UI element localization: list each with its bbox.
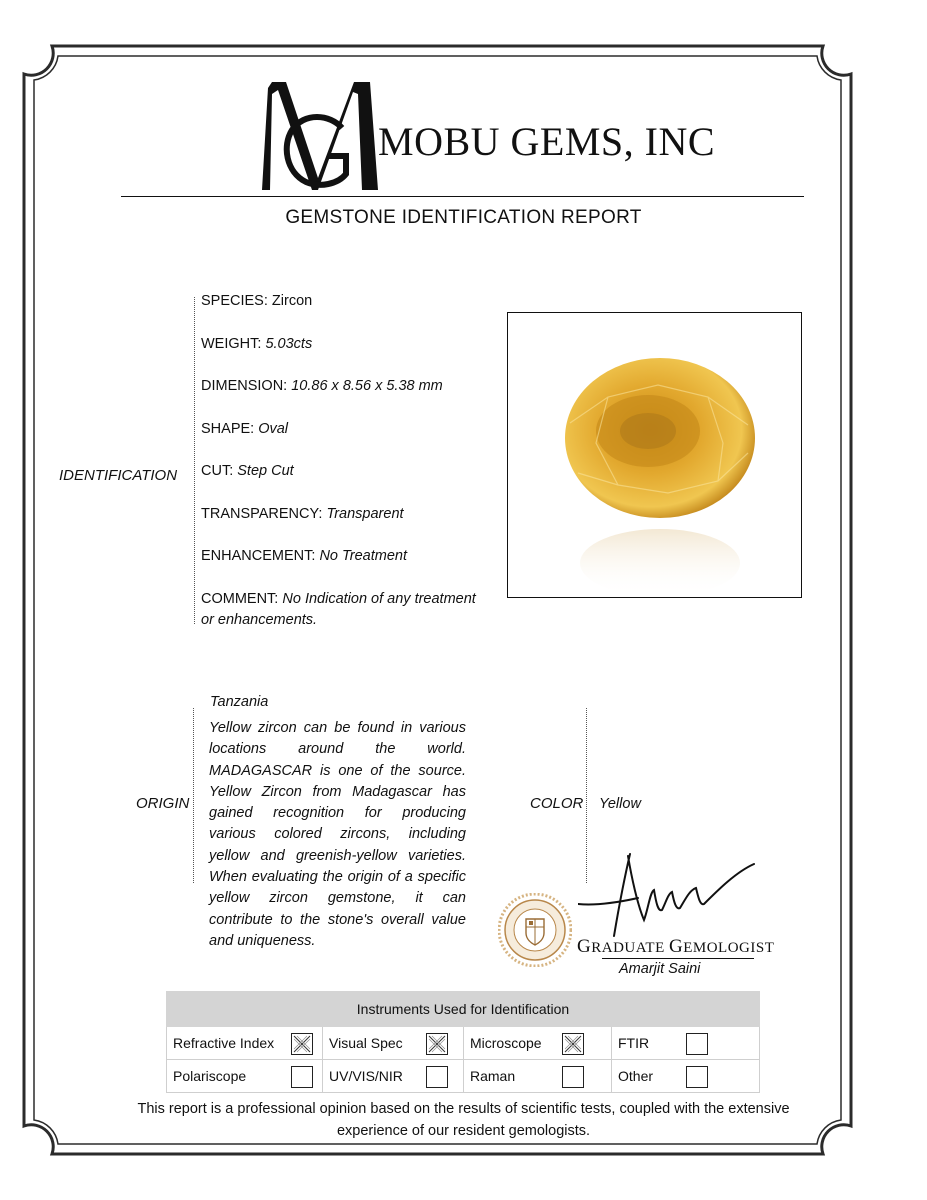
- instrument-name: Microscope: [470, 1035, 542, 1051]
- table-row: [167, 1060, 760, 1093]
- identification-divider: [194, 297, 195, 624]
- comment-value-line2: or enhancements.: [201, 612, 318, 628]
- comment-field-continued: [201, 612, 317, 628]
- check-x-icon: [563, 1034, 583, 1054]
- weight-value: 5.03cts: [265, 336, 313, 352]
- dimension-field: [201, 378, 443, 394]
- instrument-cell: [323, 1060, 464, 1093]
- title-rest-1: RADUATE: [591, 940, 665, 956]
- gemologist-signature: [578, 850, 756, 940]
- company-logo: [258, 80, 380, 195]
- origin-label: ORIGIN: [136, 795, 190, 812]
- instrument-cell: [612, 1060, 760, 1093]
- title-initial-2: G: [668, 936, 684, 957]
- table-row: [167, 1027, 760, 1060]
- instrument-cell: [612, 1027, 760, 1060]
- refractive-index-checkbox[interactable]: [291, 1033, 313, 1055]
- origin-description: Yellow zircon can be found in various locations around the world. MADAGASCAR is one of the source. Yellow Zircon from Madagascar has gained recognition for producing various colored zircons, including yellow and greenish-yellow varieties. When evaluating the origin of a specific yellow zircon gemstone, it can contribute to the stone's overall value and uniqueness.: [209, 720, 466, 949]
- instrument-name: Polariscope: [173, 1068, 247, 1084]
- signature-underline: [602, 958, 754, 959]
- origin-country: Tanzania: [210, 694, 269, 710]
- report-title: GEMSTONE IDENTIFICATION REPORT: [285, 207, 642, 228]
- shape-label: SHAPE:: [201, 421, 255, 437]
- instrument-name: Visual Spec: [329, 1035, 403, 1051]
- instrument-cell: [323, 1027, 464, 1060]
- instruments-table: [166, 991, 760, 1093]
- title-initial-1: G: [577, 936, 592, 957]
- transparency-label: TRANSPARENCY:: [201, 506, 323, 522]
- gemstone-photo: [507, 312, 802, 598]
- disclaimer-line-1: This report is a professional opinion based on the results of scientific tests, coupled with the extensive: [137, 1101, 790, 1117]
- visual-spec-checkbox[interactable]: [426, 1033, 448, 1055]
- signatory-name: Amarjit Saini: [619, 961, 701, 977]
- instrument-name: FTIR: [618, 1035, 650, 1051]
- transparency-value: Transparent: [326, 506, 404, 522]
- instruments-table-title: Instruments Used for Identification: [167, 992, 760, 1027]
- uv-vis-nir-checkbox[interactable]: [426, 1066, 448, 1088]
- instrument-name: Raman: [470, 1068, 516, 1084]
- weight-field: [201, 336, 312, 352]
- header-divider: [121, 196, 804, 197]
- polariscope-checkbox[interactable]: [291, 1066, 313, 1088]
- identification-label: IDENTIFICATION: [59, 467, 178, 484]
- dimension-label: DIMENSION:: [201, 378, 288, 394]
- instrument-cell: [464, 1027, 612, 1060]
- report-disclaimer: [60, 1098, 867, 1142]
- instrument-cell: [167, 1027, 323, 1060]
- enhancement-value: No Treatment: [319, 548, 408, 564]
- gia-seal-icon: [498, 893, 572, 967]
- instrument-cell: [464, 1060, 612, 1093]
- comment-label: COMMENT:: [201, 591, 279, 607]
- cut-label: CUT:: [201, 463, 234, 479]
- species-field: [201, 293, 312, 309]
- other-checkbox[interactable]: [686, 1066, 708, 1088]
- ftir-checkbox[interactable]: [686, 1033, 708, 1055]
- instrument-name: Refractive Index: [173, 1035, 275, 1051]
- raman-checkbox[interactable]: [562, 1066, 584, 1088]
- comment-field: [201, 591, 476, 607]
- species-label: SPECIES:: [201, 293, 268, 309]
- species-value: Zircon: [271, 293, 313, 309]
- enhancement-field: [201, 548, 407, 564]
- title-rest-2: EMOLOGIST: [683, 940, 775, 956]
- check-x-icon: [292, 1034, 312, 1054]
- instrument-name: UV/VIS/NIR: [329, 1068, 403, 1084]
- color-value: Yellow: [599, 796, 641, 812]
- shape-value: Oval: [258, 421, 289, 437]
- origin-divider: [193, 708, 194, 883]
- instrument-name: Other: [618, 1068, 654, 1084]
- signatory-title: [577, 936, 774, 958]
- dimension-value: 10.86 x 8.56 x 5.38 mm: [291, 378, 443, 394]
- instrument-cell: [167, 1060, 323, 1093]
- shape-field: [201, 421, 288, 437]
- cut-value: Step Cut: [237, 463, 294, 479]
- disclaimer-line-2: experience of our resident gemologists.: [336, 1123, 591, 1139]
- company-name: MOBU GEMS, INC: [378, 119, 716, 164]
- enhancement-label: ENHANCEMENT:: [201, 548, 316, 564]
- microscope-checkbox[interactable]: [562, 1033, 584, 1055]
- gemstone-image: [508, 313, 802, 598]
- weight-label: WEIGHT:: [201, 336, 262, 352]
- comment-value: No Indication of any treatment: [282, 591, 476, 607]
- transparency-field: [201, 506, 404, 522]
- color-label: COLOR: [530, 795, 584, 812]
- check-x-icon: [427, 1034, 447, 1054]
- cut-field: [201, 463, 294, 479]
